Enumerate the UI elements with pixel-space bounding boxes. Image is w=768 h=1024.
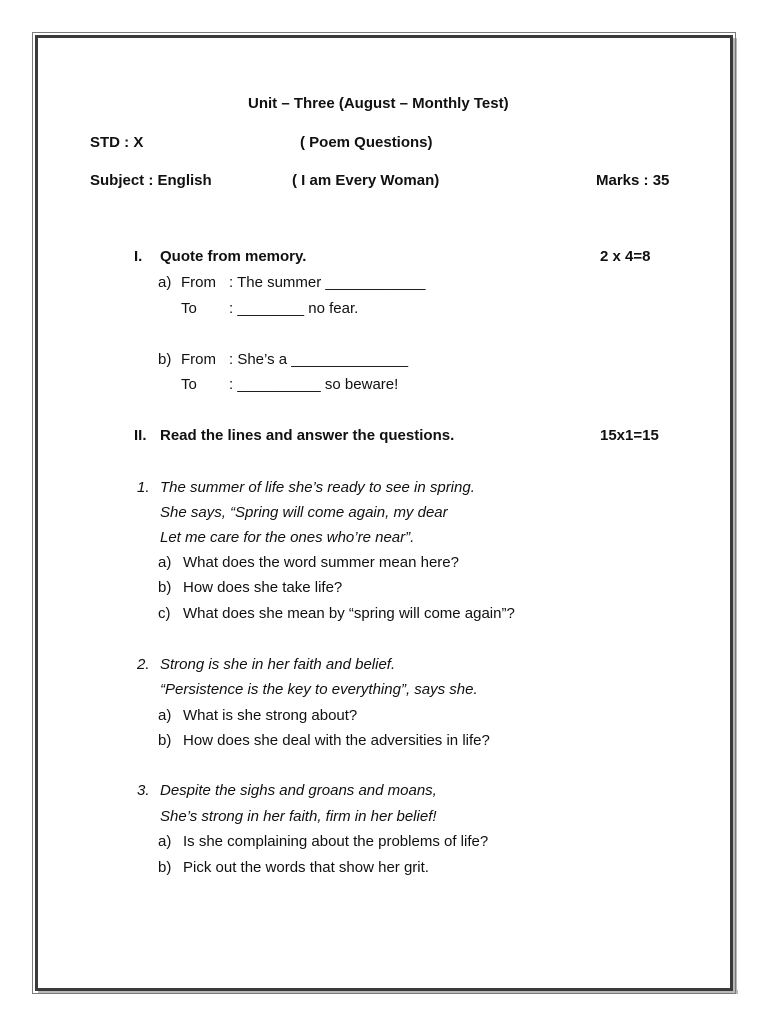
to-text: : __________ so beware! xyxy=(229,376,399,393)
question-number: 1. xyxy=(137,479,150,496)
sub-question-label: a) xyxy=(158,554,172,571)
to-label: To xyxy=(181,300,197,317)
sub-question-text: How does she deal with the adversities in life? xyxy=(183,732,490,749)
poem-line: The summer of life she’s ready to see in spring. xyxy=(160,479,475,496)
poem-title: ( I am Every Woman) xyxy=(292,172,440,189)
subject-label: Subject : English xyxy=(90,172,212,189)
poem-line: Despite the sighs and groans and moans, xyxy=(160,782,437,799)
sub-question-text: Is she complaining about the problems of life? xyxy=(183,833,489,850)
sub-question-text: What is she strong about? xyxy=(183,707,358,724)
from-label: From xyxy=(181,351,216,368)
poem-line: Strong is she in her faith and belief. xyxy=(160,656,396,673)
sub-question-label: b) xyxy=(158,732,172,749)
to-text: : ________ no fear. xyxy=(229,300,359,317)
sub-question-label: a) xyxy=(158,707,172,724)
poem-line: Let me care for the ones who’re near”. xyxy=(160,529,415,546)
test-type: ( Poem Questions) xyxy=(300,134,433,151)
question-number: 3. xyxy=(137,782,150,799)
item-label: b) xyxy=(158,351,172,368)
section-2-heading: Read the lines and answer the questions. xyxy=(160,427,455,444)
from-label: From xyxy=(181,274,216,291)
std-label: STD : X xyxy=(90,134,144,151)
from-text: : The summer ____________ xyxy=(229,274,426,291)
item-label: a) xyxy=(158,274,172,291)
page-title: Unit – Three (August – Monthly Test) xyxy=(248,95,509,112)
marks-total: Marks : 35 xyxy=(596,172,670,189)
poem-line: She says, “Spring will come again, my dear xyxy=(160,504,448,521)
sub-question-label: c) xyxy=(158,605,171,622)
sub-question-label: a) xyxy=(158,833,172,850)
to-label: To xyxy=(181,376,197,393)
sub-question-text: What does the word summer mean here? xyxy=(183,554,459,571)
section-1-marks: 2 x 4=8 xyxy=(600,248,651,265)
section-2-numeral: II. xyxy=(134,427,147,444)
question-number: 2. xyxy=(137,656,150,673)
from-text: : She’s a ______________ xyxy=(229,351,409,368)
sub-question-text: Pick out the words that show her grit. xyxy=(183,859,429,876)
section-1-heading: Quote from memory. xyxy=(160,248,307,265)
poem-line: She’s strong in her faith, firm in her belief! xyxy=(160,808,437,825)
poem-line: “Persistence is the key to everything”, says she. xyxy=(160,681,478,698)
section-2-marks: 15x1=15 xyxy=(600,427,659,444)
sub-question-label: b) xyxy=(158,859,172,876)
sub-question-text: What does she mean by “spring will come again”? xyxy=(183,605,515,622)
section-1-numeral: I. xyxy=(134,248,143,265)
sub-question-text: How does she take life? xyxy=(183,579,343,596)
sub-question-label: b) xyxy=(158,579,172,596)
